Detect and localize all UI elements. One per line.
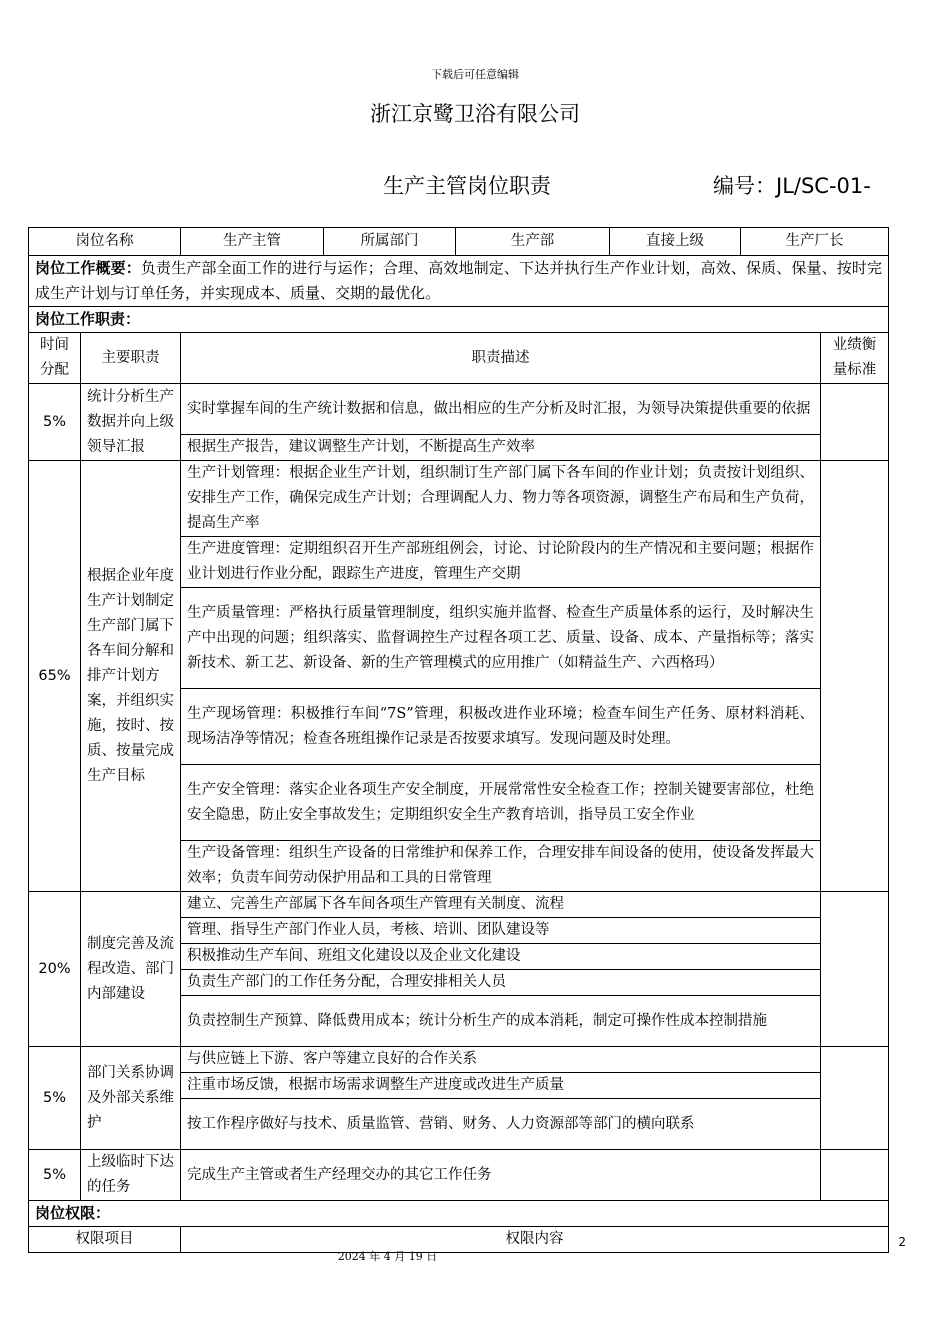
authority-label-row <box>29 1201 889 1227</box>
time-allocation: 5% <box>29 1047 81 1150</box>
duty-description: 生产质量管理：严格执行质量管理制度，组织实施并监督、检查生产质量体系的运行，及时解决生产中出现的问题；组织落实、监督调控生产过程各项工艺、质量、设备、成本、产量指标等；落实新技术、新工艺、新设备、新的生产管理模式的应用推广（如精益生产、六西格玛） <box>181 588 821 689</box>
duties-label-row <box>29 307 889 333</box>
position-value: 生产主管 <box>181 228 324 256</box>
time-allocation: 20% <box>29 892 81 1047</box>
duty-description: 生产进度管理：定期组织召开生产部班组例会，讨论、讨论阶段内的生产情况和主要问题；根据作业计划进行作业分配，跟踪生产进度，管理生产交期 <box>181 537 821 588</box>
duty-row <box>29 1047 889 1073</box>
overview-row <box>29 256 889 307</box>
main-duty: 部门关系协调及外部关系维护 <box>81 1047 181 1150</box>
duty-description: 注重市场反馈，根据市场需求调整生产进度或改进生产质量 <box>181 1073 821 1099</box>
dept-label: 所属部门 <box>324 228 456 256</box>
duty-description: 与供应链上下游、客户等建立良好的合作关系 <box>181 1047 821 1073</box>
main-duty: 统计分析生产数据并向上级领导汇报 <box>81 384 181 461</box>
kpi-cell <box>821 461 889 892</box>
kpi-cell <box>821 1047 889 1150</box>
position-label: 岗位名称 <box>29 228 181 256</box>
overview-cell <box>29 256 889 307</box>
duty-description: 生产安全管理：落实企业各项生产安全制度，开展常常性安全检查工作；控制关键要害部位，杜绝安全隐患，防止安全事故发生；定期组织安全生产教育培训，指导员工安全作业 <box>181 765 821 841</box>
document-title: 生产主管岗位职责 <box>383 174 551 198</box>
duty-description: 生产计划管理：根据企业生产计划，组织制订生产部门属下各车间的作业计划；负责按计划组织、安排生产工作，确保完成生产计划；合理调配人力、物力等各项资源，调整生产布局和生产负荷，提高生产率 <box>181 461 821 537</box>
company-name: 浙江京鹭卫浴有限公司 <box>370 102 580 126</box>
col-kpi: 业绩衡量标准 <box>821 333 889 384</box>
duty-row <box>29 384 889 435</box>
superior-value: 生产厂长 <box>741 228 889 256</box>
overview-label: 岗位工作概要： <box>35 259 141 277</box>
job-description-table <box>28 227 889 1253</box>
time-allocation: 65% <box>29 461 81 892</box>
kpi-cell <box>821 892 889 1047</box>
dept-value: 生产部 <box>456 228 610 256</box>
superior-label: 直接上级 <box>610 228 741 256</box>
duty-row <box>29 892 889 918</box>
download-note: 下载后可任意编辑 <box>431 68 519 81</box>
duty-description: 负责控制生产预算、降低费用成本；统计分析生产的成本消耗，制定可操作性成本控制措施 <box>181 996 821 1047</box>
duty-description: 生产现场管理：积极推行车间“7S”管理，积极改进作业环境；检查车间生产任务、原材料消耗、现场洁净等情况；检查各班组操作记录是否按要求填写。发现问题及时处理。 <box>181 689 821 765</box>
authority-item-label: 权限项目 <box>29 1227 181 1253</box>
duty-row <box>29 461 889 537</box>
info-row <box>29 228 889 256</box>
overview-text: 负责生产部全面工作的进行与运作；合理、高效地制定、下达并执行生产作业计划，高效、保质、保量、按时完成生产计划与订单任务，并实现成本、质量、交期的最优化。 <box>35 259 882 302</box>
duty-description: 负责生产部门的工作任务分配，合理安排相关人员 <box>181 970 821 996</box>
col-time: 时间分配 <box>29 333 81 384</box>
main-duty: 根据企业年度生产计划制定生产部门属下各车间分解和排产计划方案，并组织实施，按时、按质、按量完成生产目标 <box>81 461 181 892</box>
column-header-row <box>29 333 889 384</box>
duties-label: 岗位工作职责： <box>29 307 889 333</box>
document-code: 编号：JL/SC-01- <box>713 174 871 198</box>
authority-label: 岗位权限： <box>29 1201 889 1227</box>
duty-description: 积极推动生产车间、班组文化建设以及企业文化建设 <box>181 944 821 970</box>
kpi-cell <box>821 1150 889 1201</box>
footer-date: 2024 年 4 月 19 日 <box>337 1250 438 1263</box>
duty-description: 完成生产主管或者生产经理交办的其它工作任务 <box>181 1150 821 1201</box>
kpi-cell <box>821 384 889 461</box>
time-allocation: 5% <box>29 384 81 461</box>
duty-description: 生产设备管理：组织生产设备的日常维护和保养工作，合理安排车间设备的使用，使设备发挥最大效率；负责车间劳动保护用品和工具的日常管理 <box>181 841 821 892</box>
authority-content-label: 权限内容 <box>181 1227 889 1253</box>
page-number: 2 <box>898 1235 906 1249</box>
time-allocation: 5% <box>29 1150 81 1201</box>
duty-description: 根据生产报告，建议调整生产计划，不断提高生产效率 <box>181 435 821 461</box>
col-main: 主要职责 <box>81 333 181 384</box>
duty-description: 实时掌握车间的生产统计数据和信息，做出相应的生产分析及时汇报，为领导决策提供重要的依据 <box>181 384 821 435</box>
duty-row <box>29 1150 889 1201</box>
duty-description: 按工作程序做好与技术、质量监管、营销、财务、人力资源部等部门的横向联系 <box>181 1099 821 1150</box>
duty-description: 管理、指导生产部门作业人员，考核、培训、团队建设等 <box>181 918 821 944</box>
main-duty: 上级临时下达的任务 <box>81 1150 181 1201</box>
col-desc: 职责描述 <box>181 333 821 384</box>
duty-description: 建立、完善生产部属下各车间各项生产管理有关制度、流程 <box>181 892 821 918</box>
main-duty: 制度完善及流程改造、部门内部建设 <box>81 892 181 1047</box>
